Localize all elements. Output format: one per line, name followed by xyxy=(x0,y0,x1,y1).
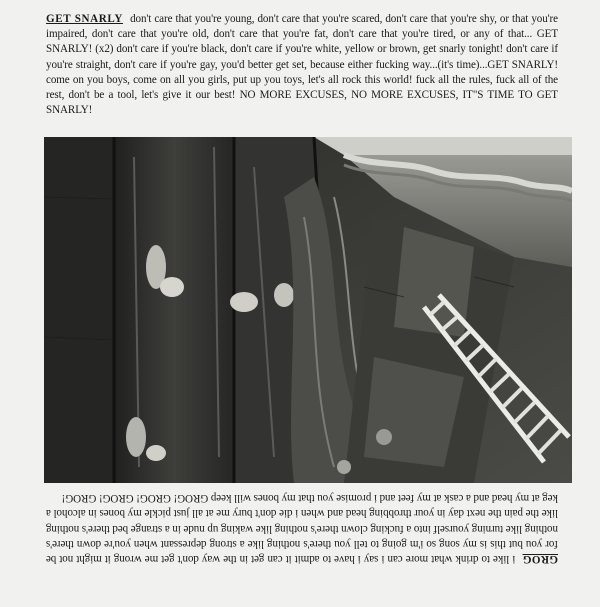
grog-lyrics: i like to drink what more can i say i have to admit it can get in the way don't get me wrong it might not be for you but this is my song so i'm going to tell you there's nothing like a strong depressant when you're down there's nothing like turning yourself into a fucking clown there's nothing like waking up nude in a strange bed there's nothing like the pain the next day in your throbbing head and when i die don't bury me at all just pickle my bones in alcohol a keg at my head and a cask at my feet and i promise you that my bones will keep GROG! GROG! GROG! GROG! xyxy=(46,492,558,566)
grog-lyrics-block-upside-down xyxy=(46,490,558,566)
song-title-grog: GROG xyxy=(522,553,558,566)
get-snarly-lyrics-block xyxy=(46,12,558,118)
band-photo xyxy=(44,137,572,483)
get-snarly-lyrics: don't care that you're young, don't care that you're scared, don't care that you're shy, or that you're impaired, don't care that you're old, don't care that you're fat, don't care that you're tired, or any of that... GET SNARLY! (x2) don't care if you're black, don't care if you're white, yellow or brown, get snarly tonight! don't care if you're straight, don't care if you're gay, you'd better get set, because either fucking way...(it's time)...GET SNARLY! come on you boys, come on all you girls, put up you toys, let's all rock this world! fuck all the rules, fuck all of the rest, don't be a tool, let's give it our best! NO MORE EXCUSES, NO MORE EXCUSES, IT"S TIME TO GET SNARLY! xyxy=(46,13,558,117)
photo-illustration xyxy=(44,137,572,483)
song-title-get-snarly: GET SNARLY xyxy=(46,13,123,25)
